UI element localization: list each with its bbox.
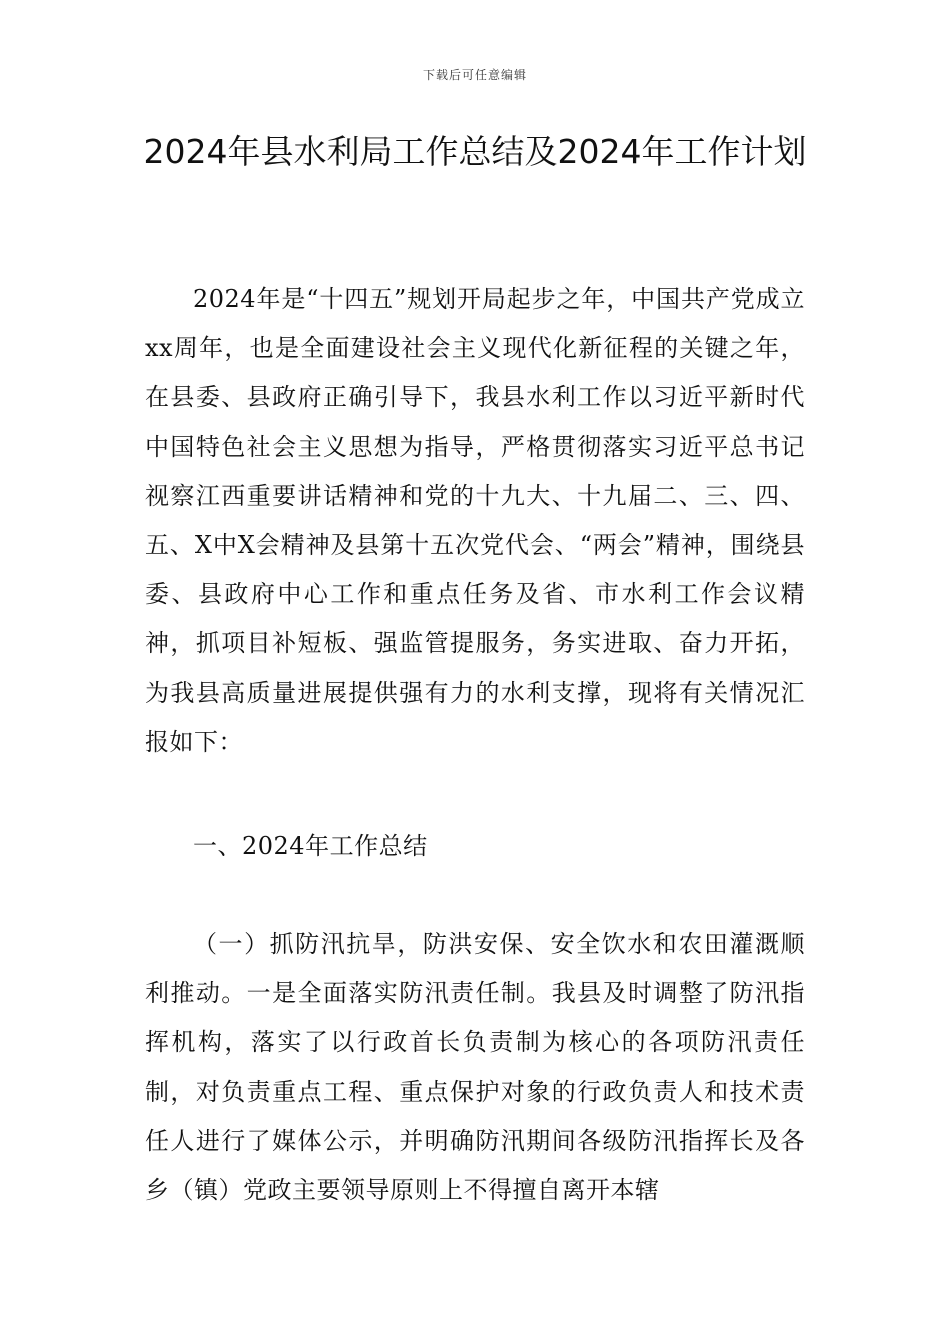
- header-note: 下载后可任意编辑: [422, 68, 527, 82]
- intro-paragraph: 2024年是“十四五”规划开局起步之年，中国共产党成立xx周年，也是全面建设社会主义现代化新征程的关键之年，在县委、县政府正确引导下，我县水利工作以习近平新时代中国特色社会主义思想为指导，严格贯彻落实习近平总书记视察江西重要讲话精神和党的十九大、十九届二、三、四、五、X中X会精神及县第十五次党代会、“两会”精神，围绕县委、县政府中心工作和重点任务及省、市水利工作会议精神，抓项目补短板、强监管提服务，务实进取、奋力开拓，为我县高质量进展提供强有力的水利支撑，现将有关情况汇报如下：: [145, 285, 805, 756]
- document-title: 2024年县水利局工作总结及2024年工作计划: [143, 132, 807, 171]
- section-paragraph: （一）抓防汛抗旱，防洪安保、安全饮水和农田灌溉顺利推动。一是全面落实防汛责任制。我县及时调整了防汛指挥机构，落实了以行政首长负责制为核心的各项防汛责任制，对负责重点工程、重点保护对象的行政负责人和技术责任人进行了媒体公示，并明确防汛期间各级防汛指挥长及各乡（镇）党政主要领导原则上不得擅自离开本辖: [145, 930, 805, 1205]
- section-heading: 一、2024年工作总结: [193, 832, 428, 860]
